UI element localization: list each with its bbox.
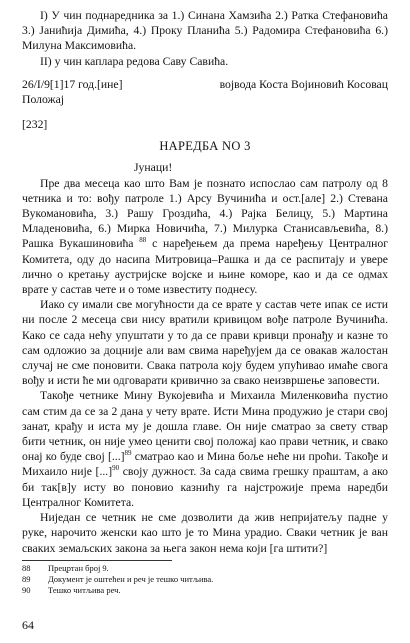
page-number: 64 (22, 618, 34, 632)
footnote-divider (22, 560, 172, 561)
footnote-89: 89 Документ је оштећен и реч је тешко читљива. (22, 573, 214, 584)
footnote-ref-89: 89 (124, 449, 132, 458)
promotion-item-2: II) у чин каплара редова Саву Савића. (40, 54, 229, 68)
body-paragraph-2: Иако су имали све могућности да се врате у састав чете ипак се исти ни после 2 месеца сви нису вратили кривицом вође патроле Вучинића. Како се сада нећу упуштати у то да се прави кривци пронађу и казне то сам одложио за доцније али вам свима наређујем да се овакав жалостан случај не сме поновити. Свака патрола коју будем упућивао имаће свога вођу и исти ће ми одговарати кривично за свако неизвршење заповести. (22, 298, 388, 388)
footnote-90: 90 Тешко читљива реч. (22, 584, 121, 595)
signature-block (22, 77, 388, 92)
body-paragraph-4: Ниједан се четник не сме дозволити да жив непријатељу падне у руке, нарочито женски као што је то Мина урадио. Сваки четник је ван сваких земаљских закона за њега закон нема који [га штити?] (22, 511, 388, 555)
document-number: [232] (22, 118, 48, 132)
signature-signer: војвода Коста Војиновић Косовац (219, 77, 388, 91)
footnote-88: 88 Прецртан број 9. (22, 562, 109, 573)
promotion-item-1: I) У чин поднаредника за 1.) Синана Хамзића 2.) Ратка Стефановића 3.) Јанићија Димића, 4.) Проку Планића 5.) Радомира Стефановића 6.) Милуна Максимовића. (22, 9, 388, 53)
signature-place: Положај (22, 93, 65, 107)
salutation: Јунаци! (134, 161, 173, 175)
signature-date: 26/I/9[1]17 год.[ине] (22, 77, 123, 91)
footnote-ref-90: 90 (112, 464, 120, 473)
body-paragraph-3: Такође четнике Мину Вукојевића и Михаила Миленковића пустио сам стим да се за 2 дана у чету врате. Исти Мина продужио је стари свој занат, крађу и иста му је дошла главе. Он није сматрао за свету ствар бити четник, он није умео ценити свој положај као прави четник, и свако онај ко буде свој [...]$^{89}$ сматрао као и Мина боље неће ни проћи. Такође и Михаило није [...]$^{90}$ своју дужност. За сада свима грешку праштам, а ако би так[в]у исту во поновио казнићу га најстрожије према наредби Централног Комитета. (22, 389, 388, 509)
body-paragraph-1: Пре два месеца као што Вам је познато испослао сам патролу од 8 четника и то: вођу патроле 1.) Арсу Вучинића и ост.[але] 2.) Стевана Вукомановића, 3.) Рашу Гроздића, 4.) Рајка Белицу, 5.) Мартина Младеновића, 6.) Мирка Новичића, 7.) Милурка Станисављевића, 8.) Рашка Вукашиновића $^{88}$ с наређењем да према наређењу Централног Комитета, оду до насипа Митровица–Рашка и да се распитају и увере лично о кретању аустријске војске и њине коморе, као и да се одмах врате у састав чете и о томе известиту поднесу. (22, 176, 389, 297)
footnote-ref-88: 88 (139, 236, 147, 245)
document-title: НАРЕДБА NO 3 (159, 139, 251, 154)
document-page (22, 8, 388, 596)
